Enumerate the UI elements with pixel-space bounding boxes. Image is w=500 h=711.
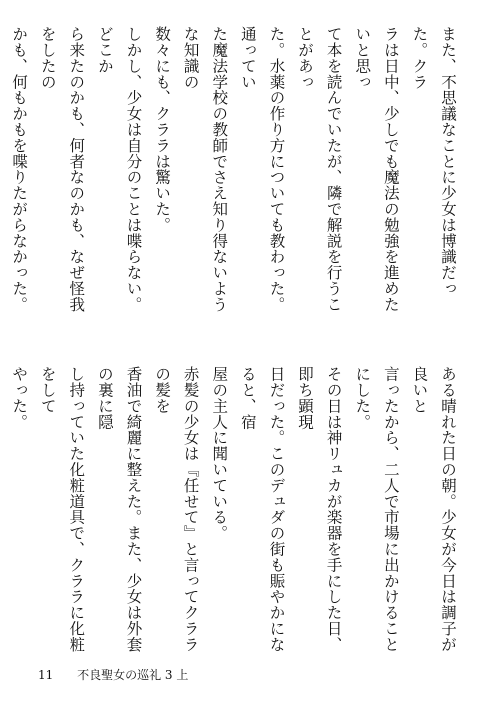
- text-line: 赤髪の少女は『任せて』と言ってクララの髪を: [153, 366, 200, 653]
- text-block-upper: [0, 26, 462, 320]
- text-line: し持っていた化粧道具で、クララに化粧をして: [38, 366, 86, 653]
- text-line: 日だった。このデュダの街も賑やかになると、宿: [238, 366, 286, 653]
- page-number: 11: [38, 668, 54, 682]
- page-footer: [38, 666, 188, 683]
- text-line: かも、何もかもを喋りたがらなかった。: [10, 26, 29, 313]
- text-line: 屋の主人に聞いている。: [210, 366, 229, 541]
- book-title: 不良聖女の巡礼 3 上: [77, 668, 189, 682]
- text-line: 香油で綺麗に整えた。また、少女は外套の裏に隠: [95, 366, 143, 653]
- text-line: ラは日中、少しでも魔法の勉強を進めたいと思っ: [353, 26, 400, 313]
- text-line: [0, 366, 5, 660]
- text-line: しかし、少女は自分のことは喋らない。どこか: [95, 26, 143, 313]
- text-line: 数々にも、クララは驚いた。: [153, 26, 172, 233]
- text-line: て本を読んでいたが、隣で解説を行うことがあっ: [296, 26, 343, 313]
- text-line: た。水薬の作り方についても教わった。通ってい: [238, 26, 286, 313]
- text-line: やった。: [10, 366, 29, 430]
- text-block-lower: [0, 366, 462, 660]
- text-line: た魔法学校の教師でさえ知り得ないような知識の: [181, 26, 229, 313]
- text-line: ある晴れた日の朝。少女が今日は調子が良いと: [410, 366, 457, 653]
- text-line: また、不思議なことに少女は博識だった。クラ: [410, 26, 457, 297]
- text-line: [0, 26, 5, 320]
- text-line: その日は神リュカが楽器を手にした日、即ち顕現: [296, 366, 343, 653]
- text-line: ら来たのかも、何者なのかも、なぜ怪我をしたの: [38, 26, 86, 313]
- text-line: 言ったから、二人で市場に出かけることにした。: [353, 366, 400, 653]
